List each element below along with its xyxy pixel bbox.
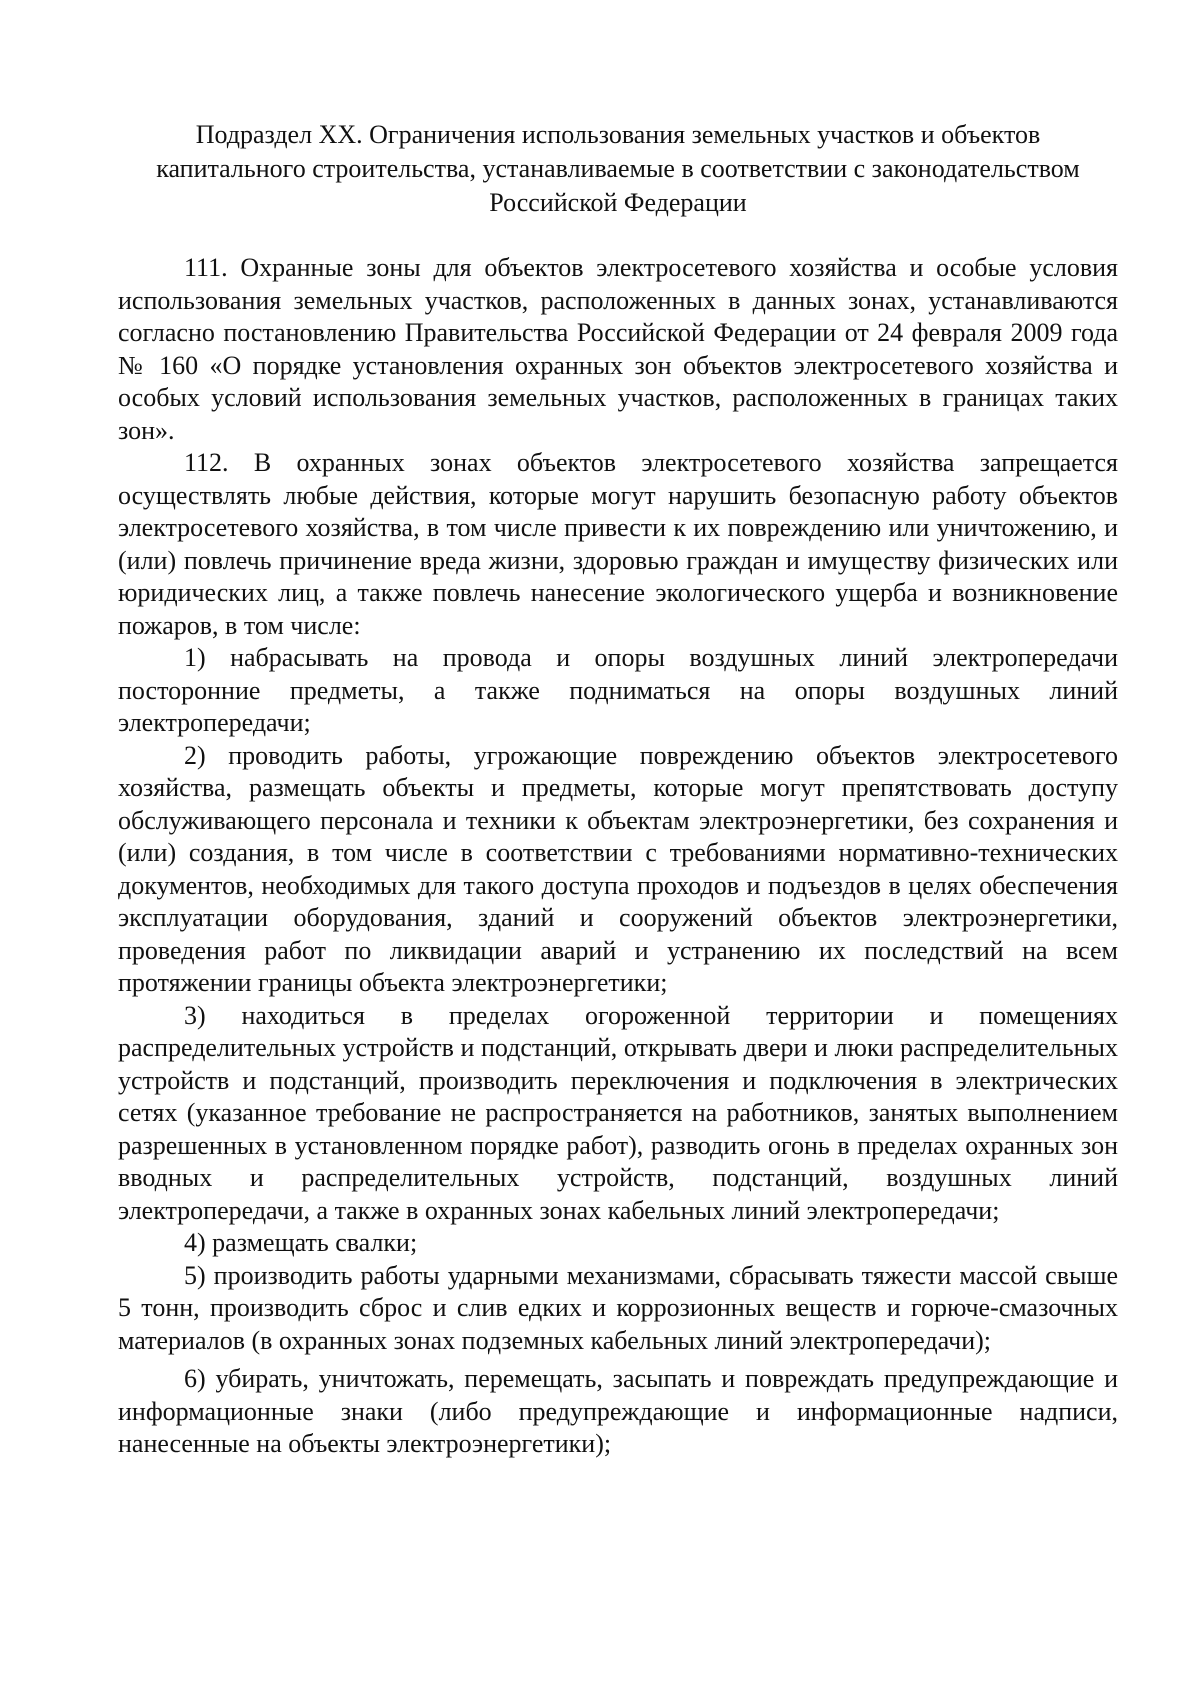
list-item-2: 2) проводить работы, угрожающие повреждению объектов электросетевого хозяйства, размещать объекты и предметы, которые могут препятствовать доступу обслуживающего персонала и техники к объектам электроэнергетики, без сохранения и (или) создания, в том числе в соответствии с требованиями нормативно-технических документов, необходимых для такого доступа проходов и подъездов в целях обеспечения эксплуатации оборудования, зданий и сооружений объектов электроэнергетики, проведения работ по ликвидации аварий и устранению их последствий на всем протяжении границы объекта электроэнергетики; xyxy=(118,740,1118,997)
list-item-3: 3) находиться в пределах огороженной территории и помещениях распределительных устройств и подстанций, открывать двери и люки распределительных устройств и подстанций, производить переключения и подключения в электрических сетях (указанное требование не распространяется на работников, занятых выполнением разрешенных в установленном порядке работ), разводить огонь в пределах охранных зон вводных и распределительных устройств, подстанций, воздушных линий электропередачи, а также в охранных зонах кабельных линий электропередачи; xyxy=(118,1000,1118,1225)
list-item-4: 4) размещать свалки; xyxy=(184,1228,418,1257)
list-item-5: 5) производить работы ударными механизмами, сбрасывать тяжести массой свыше 5 тонн, производить сброс и слив едких и коррозионных веществ и горюче-смазочных материалов (в охранных зонах подземных кабельных линий электропередачи); xyxy=(118,1260,1118,1355)
list-item-6: 6) убирать, уничтожать, перемещать, засыпать и повреждать предупреждающие и информационные знаки (либо предупреждающие и информационные надписи, нанесенные на объекты электроэнергетики); xyxy=(118,1364,1118,1458)
paragraph-112: 112. В охранных зонах объектов электросетевого хозяйства запрещается осуществлять любые действия, которые могут нарушить безопасную работу объектов электросетевого хозяйства, в том числе привести к их повреждению или уничтожению, и (или) повлечь причинение вреда жизни, здоровью граждан и имуществу физических или юридических лиц, а также повлечь нанесение экологического ущерба и возникновение пожаров, в том числе: xyxy=(118,448,1118,640)
document-body xyxy=(118,252,1118,1461)
section-heading: Подраздел XX. Ограничения использования земельных участков и объектов капитального строительства, устанавливаемые в соответствии с законодательством Российской Федерации xyxy=(156,120,1080,217)
paragraph-111: 111. Охранные зоны для объектов электросетевого хозяйства и особые условия использования земельных участков, расположенных в данных зонах, устанавливаются согласно постановлению Правительства Российской Федерации от 24 февраля 2009 года № 160 «О порядке установления охранных зон объектов электросетевого хозяйства и особых условий использования земельных участков, расположенных в границах таких зон». xyxy=(118,253,1118,445)
list-item-1: 1) набрасывать на провода и опоры воздушных линий электропередачи посторонние предметы, а также подниматься на опоры воздушных линий электропередачи; xyxy=(118,643,1118,737)
